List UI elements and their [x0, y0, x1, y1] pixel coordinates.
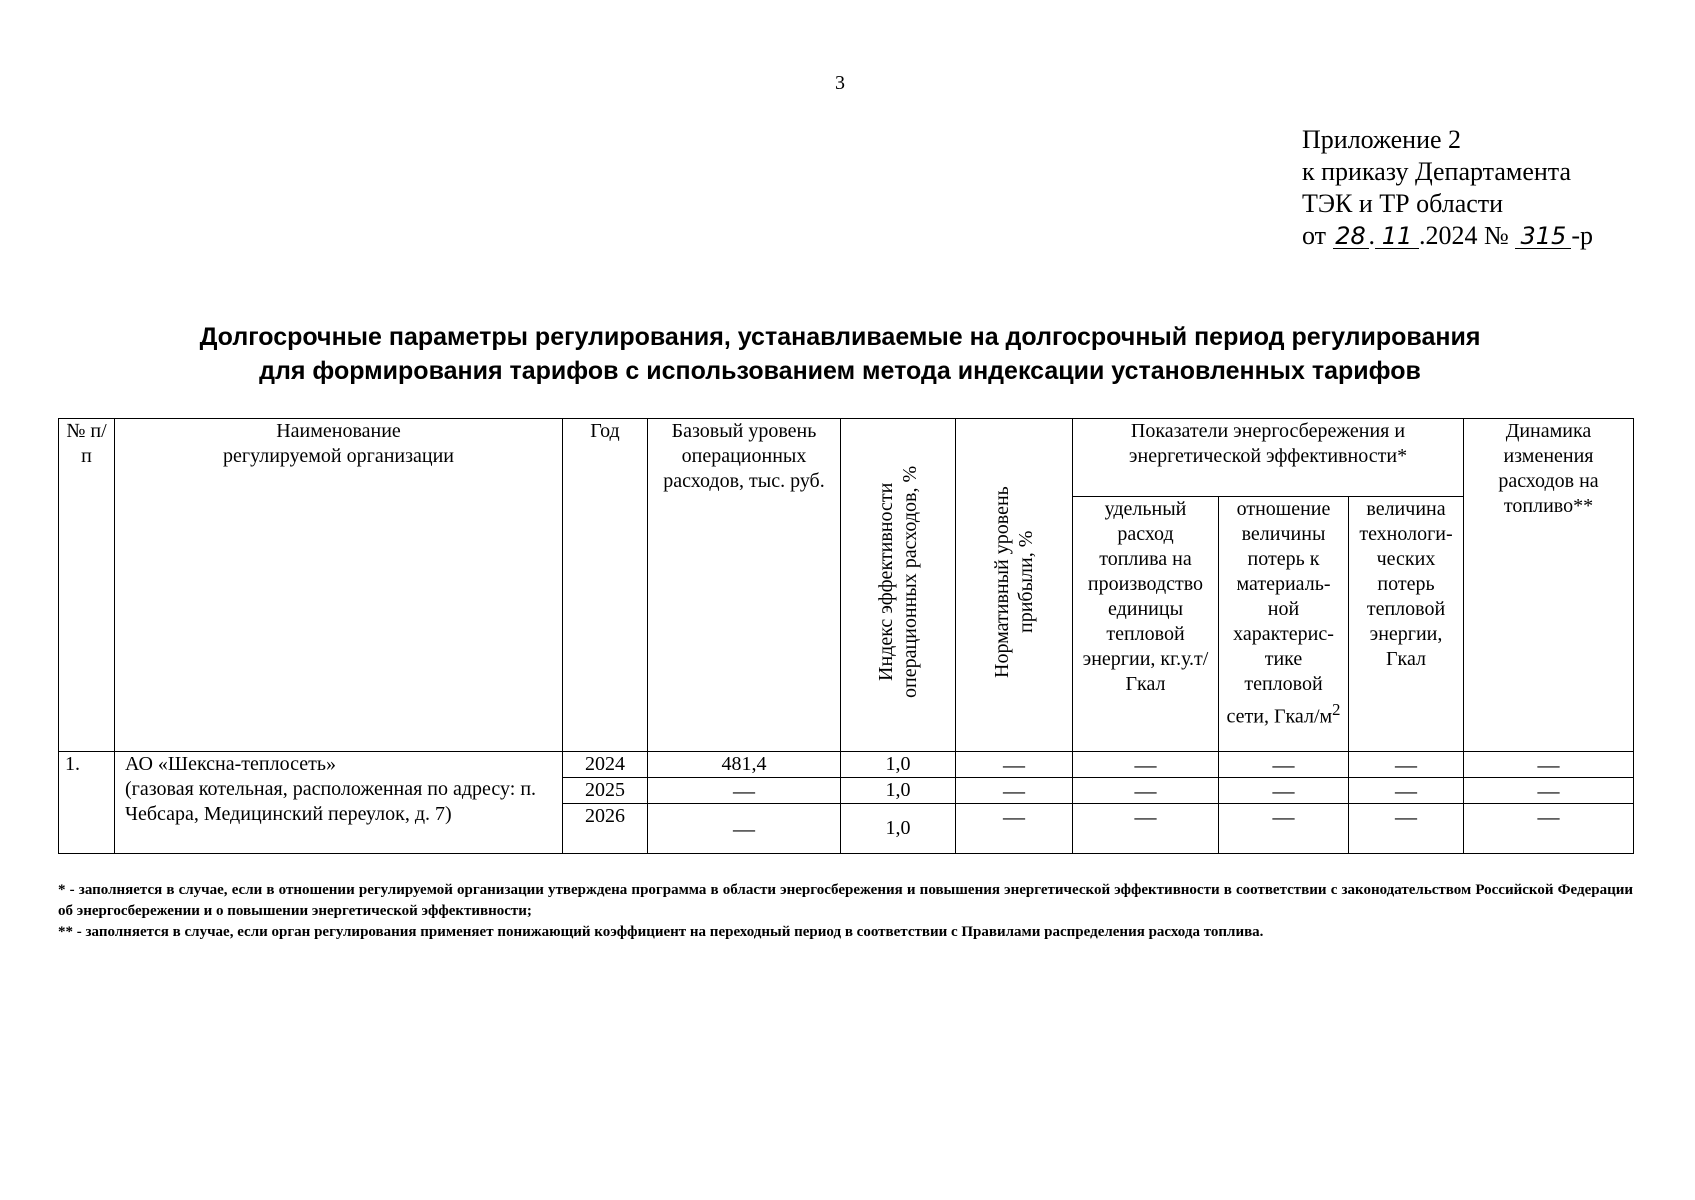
org-name: АО «Шексна-теплосеть» — [125, 753, 336, 775]
appendix-line-2: к приказу Департамента — [1302, 157, 1572, 186]
cell-fuel-2026: — — [1073, 804, 1219, 854]
row-year-2026: 2026 — [563, 804, 648, 854]
appendix-line-1: Приложение 2 — [1302, 125, 1462, 154]
cell-dyn-2025: — — [1464, 778, 1634, 804]
title-line-1: Долгосрочные параметры регулирования, устанавливаемые на долгосрочный период регулирования — [199, 323, 1481, 351]
header-efficiency-index-text: Индекс эффективности операционных расходов, % — [875, 465, 921, 698]
cell-loss-2024: — — [1219, 752, 1349, 778]
cell-profit-2026: — — [956, 804, 1073, 854]
cell-fuel-2024: — — [1073, 752, 1219, 778]
cell-profit-2024: — — [956, 752, 1073, 778]
cell-loss-2025: — — [1219, 778, 1349, 804]
document-title — [0, 320, 1680, 388]
footnotes — [58, 880, 1633, 943]
table-row — [59, 752, 1634, 778]
footnote-1: * - заполняется в случае, если в отношении регулируемой организации утверждена программа в области энергосбережения и повышения энергетической эффективности в соответствии с законодательством Российской Федерации об энергосбережении и о повышении энергетической эффективности; — [58, 882, 1633, 919]
table-header-row-1 — [59, 419, 1634, 497]
header-loss-ratio-text: отношение величины потерь к материаль- ной характерис- тике тепловой сети, Гкал/м — [1226, 498, 1334, 728]
row-year-2025: 2025 — [563, 778, 648, 804]
date-month-handwritten: 11 — [1375, 224, 1419, 249]
header-org-name-line-2: регулируемой организации — [223, 445, 454, 467]
row-num: 1. — [59, 752, 115, 854]
number-prefix: № — [1484, 221, 1509, 250]
cell-tech-2025: — — [1349, 778, 1464, 804]
header-year: Год — [563, 419, 648, 752]
cell-loss-2026: — — [1219, 804, 1349, 854]
cell-index-2024: 1,0 — [841, 752, 956, 778]
row-org-name — [115, 752, 563, 854]
order-number-handwritten: 315 — [1515, 224, 1571, 249]
header-tech-losses: величина технологи- ческих потерь тепловой энергии, Гкал — [1349, 497, 1464, 752]
header-profit-level — [956, 419, 1073, 752]
title-line-2: для формирования тарифов с использованием метода индексации установленных тарифов — [259, 357, 1421, 385]
footnote-2: ** - заполняется в случае, если орган регулирования применяет понижающий коэффициент на переходный период в соответствии с Правилами распределения расхода топлива. — [58, 924, 1264, 940]
org-details: (газовая котельная, расположенная по адресу: п. Чебсара, Медицинский переулок, д. 7) — [125, 778, 537, 825]
cell-base-2026: — — [648, 804, 841, 854]
header-org-name-line-1: Наименование — [276, 420, 401, 442]
header-specific-fuel: удельный расход топлива на производство единицы тепловой энергии, кг.у.т/Гкал — [1073, 497, 1219, 752]
appendix-line-3: ТЭК и ТР области — [1302, 189, 1504, 218]
header-org-name — [115, 419, 563, 752]
header-loss-ratio — [1219, 497, 1349, 752]
row-year-2024: 2024 — [563, 752, 648, 778]
appendix-block — [1302, 124, 1593, 252]
header-efficiency-index — [841, 419, 956, 752]
cell-tech-2026: — — [1349, 804, 1464, 854]
cell-index-2026: 1,0 — [841, 804, 956, 854]
cell-fuel-2025: — — [1073, 778, 1219, 804]
page-number: 3 — [835, 72, 845, 94]
header-energy-efficiency-group: Показатели энергосбережения и энергетической эффективности* — [1073, 419, 1464, 497]
cell-base-2025: — — [648, 778, 841, 804]
cell-profit-2025: — — [956, 778, 1073, 804]
regulation-parameters-table — [58, 418, 1634, 854]
appendix-date-line: от 28 . 11 .2024 № 315 -р — [1302, 221, 1594, 250]
header-base-level: Базовый уровень операционных расходов, тыс. руб. — [648, 419, 841, 752]
header-num: № п/п — [59, 419, 115, 752]
cell-index-2025: 1,0 — [841, 778, 956, 804]
cell-dyn-2026: — — [1464, 804, 1634, 854]
date-year: .2024 — [1419, 221, 1478, 250]
header-fuel-dynamics: Динамика изменения расходов на топливо** — [1464, 419, 1634, 752]
number-suffix: -р — [1571, 221, 1594, 250]
header-loss-ratio-sup: 2 — [1332, 700, 1341, 719]
cell-tech-2024: — — [1349, 752, 1464, 778]
cell-dyn-2024: — — [1464, 752, 1634, 778]
header-profit-level-text: Нормативный уровень прибыли, % — [991, 485, 1037, 678]
cell-base-2024: 481,4 — [648, 752, 841, 778]
date-prefix: от — [1302, 221, 1327, 250]
date-day-handwritten: 28 — [1333, 224, 1369, 249]
